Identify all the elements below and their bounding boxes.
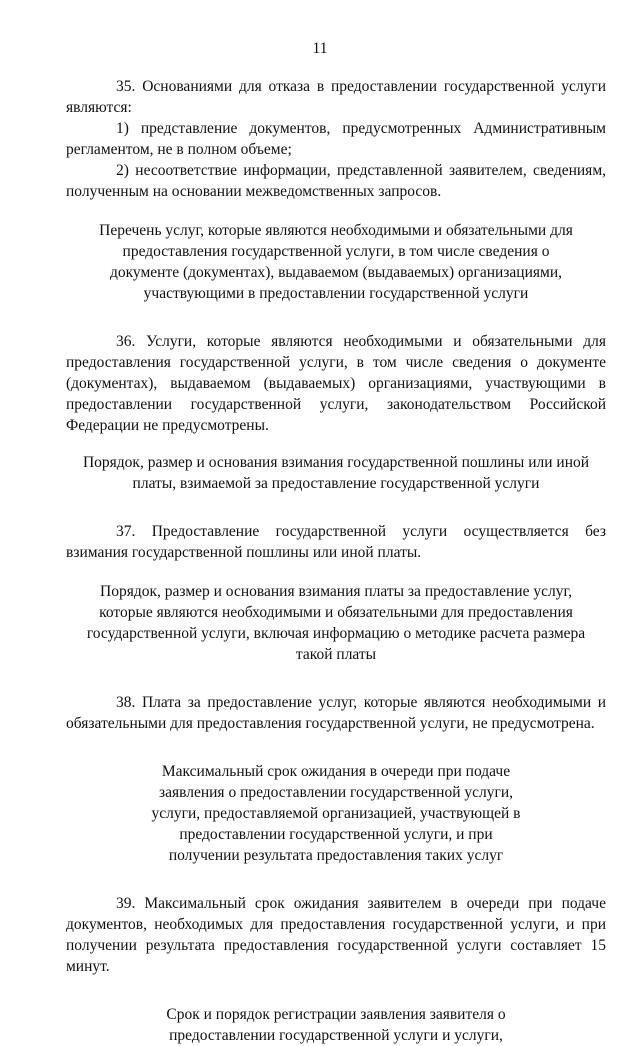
heading-payment-procedure: Порядок, размер и основания взимания платы за предоставление услуг, которые являются необходимыми и обязательными для предоставления государственной услуги, включая информацию о методике расчета размера такой платы bbox=[86, 583, 586, 663]
paragraph-36: 36. Услуги, которые являются необходимыми и обязательными для предоставления государственной услуги, в том числе сведения о документе (документах), выдаваемом (выдаваемых) организациями, участвующими в предоставлении государственной услуги, законодательством Российской Федерации не предусмотрены. bbox=[66, 333, 606, 434]
paragraph-35-intro: 35. Основаниями для отказа в предоставлении государственной услуги являются: bbox=[66, 78, 606, 116]
paragraph-35-item-1: 1) представление документов, предусмотренных Административным регламентом, не в полном объеме; bbox=[66, 120, 606, 158]
paragraph-35-item-2: 2) несоответствие информации, представленной заявителем, сведениям, полученным на основании межведомственных запросов. bbox=[66, 162, 606, 200]
heading-max-wait-time: Максимальный срок ожидания в очереди при подаче заявления о предоставлении государственной услуги, услуги, предоставляемой организацией, участвующей в предоставлении государственной услуги, и при получении результата предоставления таких услуг bbox=[151, 763, 521, 864]
document-body bbox=[66, 76, 606, 1046]
heading-state-fee: Порядок, размер и основания взимания государственной пошлины или иной платы, взимаемой за предоставление государственной услуги bbox=[82, 454, 590, 492]
paragraph-39: 39. Максимальный срок ожидания заявителем в очереди при подаче документов, необходимых для предоставления государственной услуги, и при получении результата предоставления государственной услуги составляет 15 минут. bbox=[66, 895, 606, 975]
paragraph-37: 37. Предоставление государственной услуги осуществляется без взимания государственной пошлины или иной платы. bbox=[66, 523, 606, 561]
paragraph-38: 38. Плата за предоставление услуг, которые являются необходимыми и обязательными для предоставления государственной услуги, не предусмотрена. bbox=[66, 694, 606, 732]
heading-registration: Срок и порядок регистрации заявления заявителя о предоставлении государственной услуги и услуги, bbox=[166, 1006, 506, 1044]
heading-required-services: Перечень услуг, которые являются необходимыми и обязательными для предоставления государственной услуги, в том числе сведения о документе (документах), выдаваемом (выдаваемых) организациями, участвующими в предоставлении государственной услуги bbox=[99, 222, 573, 302]
page-number: 11 bbox=[312, 40, 328, 57]
